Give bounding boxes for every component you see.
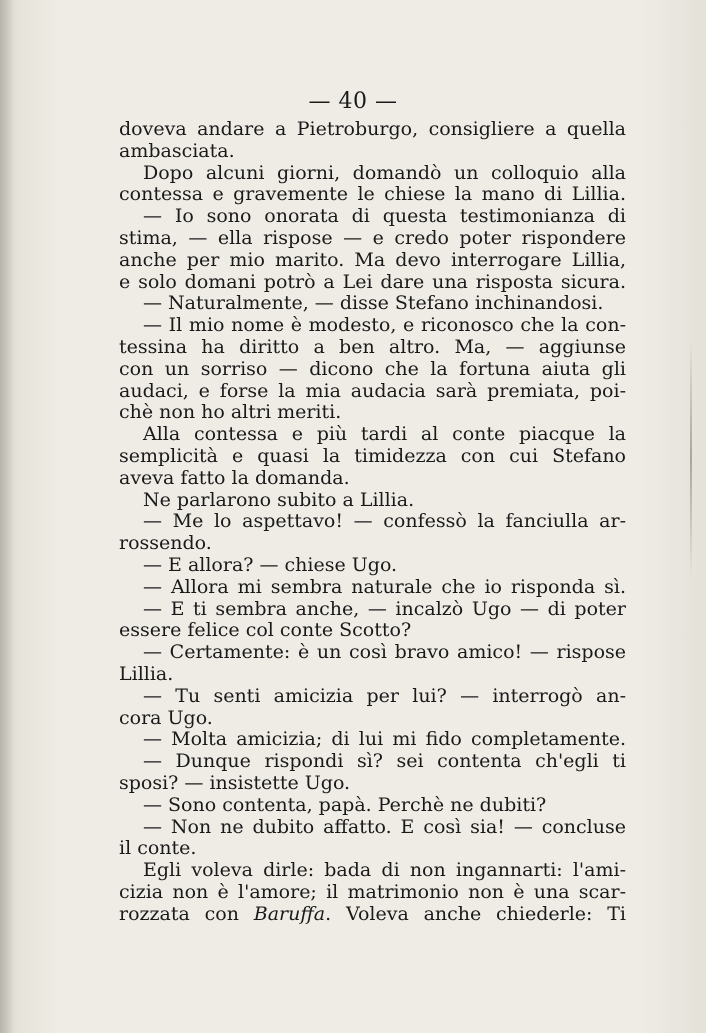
text-line: rossendo. [119,533,212,555]
text-line: Egli voleva dirle: bada di non ingannarti: l'ami- [143,860,626,882]
page-number: — 40 — [308,89,398,114]
text-line: Ne parlarono subito a Lillia. [143,489,415,511]
text-line: e solo domani potrò a Lei dare una risposta sicura. [119,271,626,293]
body-text [119,119,626,925]
text-line: chè non ho altri meriti. [119,402,342,424]
page-edge-mark [690,338,692,578]
text-line: — Tu senti amicizia per lui? — interrogò an- [143,685,626,707]
text-line: — Sono contenta, papà. Perchè ne dubiti? [143,794,547,816]
text-line: — Me lo aspettavo! — confessò la fanciulla ar- [143,511,626,533]
text-line: — Naturalmente, — disse Stefano inchinandosi. [143,293,604,315]
text-line: aveva fatto la domanda. [119,467,350,489]
text-line: contessa e gravemente le chiese la mano di Lillia. [119,184,626,206]
text-run: rozzata con [119,903,254,925]
text-line: — Non ne dubito affatto. E così sia! — concluse [143,816,626,838]
text-line: — Certamente: è un così bravo amico! — rispose [143,642,626,664]
text-line: doveva andare a Pietroburgo, consigliere a quella [119,119,626,140]
text-line: Dopo alcuni giorni, domandò un colloquio alla [143,162,626,184]
page-gutter-shadow [0,0,14,1033]
text-line: tessina ha diritto a ben altro. Ma, — aggiunse [119,336,626,358]
text-line: essere felice col conte Scotto? [119,620,412,642]
text-line: cora Ugo. [119,707,213,729]
text-run: . Voleva anche chiederle: Ti [325,903,626,925]
text-line: sposi? — insistette Ugo. [119,772,351,794]
text-line: Lillia. [119,663,174,685]
text-line: con un sorriso — dicono che la fortuna aiuta gli [119,358,626,380]
text-line: anche per mio marito. Ma devo interrogare Lillia, [119,249,626,271]
italic-title: Baruffa [253,903,326,925]
text-line: — Molta amicizia; di lui mi fido completamente. [143,729,626,751]
text-line: — Io sono onorata di questa testimonianza di [143,206,626,228]
text-line: Alla contessa e più tardi al conte piacque la [143,424,626,446]
text-line: il conte. [119,838,197,860]
text-line: — Allora mi sembra naturale che io risponda sì. [143,576,626,598]
text-line: — Dunque rispondi sì? sei contenta ch'egli ti [143,751,626,773]
text-line: ambasciata. [119,140,235,162]
text-line: — E allora? — chiese Ugo. [143,554,398,576]
text-line: audaci, e forse la mia audacia sarà premiata, poi- [119,380,626,402]
text-line: stima, — ella rispose — e credo poter rispondere [119,227,626,249]
text-line: cizia non è l'amore; il matrimonio non è una scar- [119,881,626,903]
text-line: — E ti sembra anche, — incalzò Ugo — di poter [143,598,626,620]
text-line-mixed [119,904,626,926]
text-line: semplicità e quasi la timidezza con cui Stefano [119,445,626,467]
text-line: — Il mio nome è modesto, e riconosco che la con- [143,315,626,337]
